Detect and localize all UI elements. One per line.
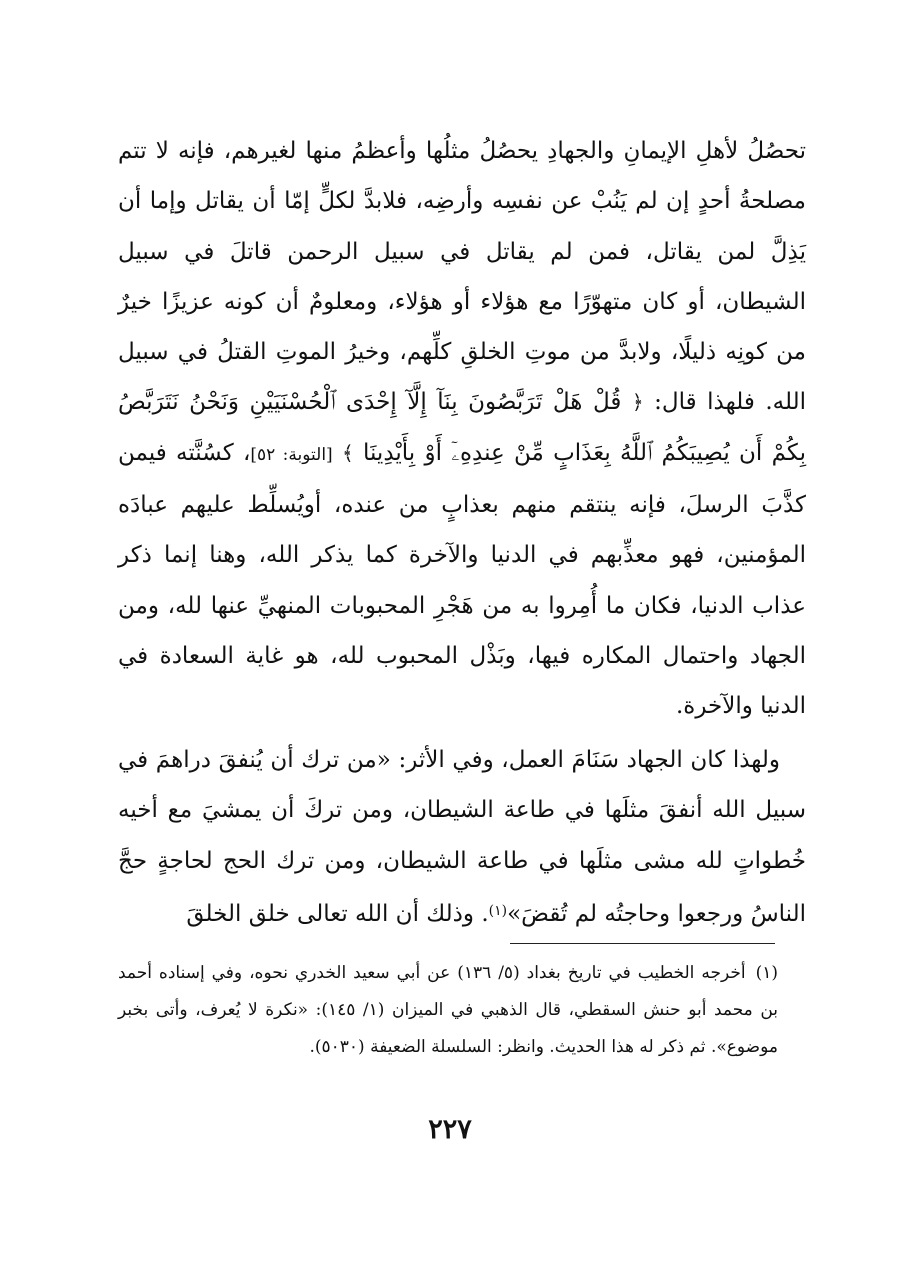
footnote-marker[interactable]: (١) [488,902,508,919]
page-number: ٢٢٧ [428,1114,472,1145]
paragraph-1-text-a: تحصُلُ لأهلِ الإيمانِ والجهادِ يحصُلُ مثلُها وأعظمُ منها لغيرهم، فإنه لا تتم مصلحةُ أحدٍ إن لم يَنُبْ عن نفسِه وأرضِه، فلابدَّ لكلٍّ إمّا أن يقاتل وإما أن يَذِلَّ لمن يقاتل، فمن لم يقاتل في سبيل الرحمن قاتلَ في سبيل الشيطان، أو كان متهوّرًا مع هؤلاء أو هؤلاء، ومعلومٌ أن كونه عزيزًا خيرٌ من كونِه ذليلًا، ولابدَّ من موتِ الخلقِ كلِّهم، وخيرُ الموتِ القتلُ في سبيل الله. فلهذا قال: [118,138,806,416]
paragraph-2 [118,735,806,939]
paragraph-1-text-b: ، كسُنَّته فيمن كذَّبَ الرسلَ، فإنه ينتقم منهم بعذابٍ من عنده، أويُسلِّط عليهم عبادَه المؤمنين، فهو معذِّبهم في الدنيا والآخرة كما يذكر الله، وهنا إنما ذكر عذاب الدنيا، فكان ما أُمِروا به من هَجْرِ المحبوبات المنهيِّ عنها لله، ومن الجهاد واحتمال المكاره فيها، وبَذْل المحبوب لله، هو غاية السعادة في الدنيا والآخرة. [118,439,806,720]
paragraph-2-text-a: ولهذا كان الجهاد سَنَامَ العمل، وفي الأثر: «من ترك أن يُنفقَ دراهمَ في سبيل الله أنفقَ مثلَها في طاعة الشيطان، ومن تركَ أن يمشيَ مع أخيه خُطواتٍ لله مشى مثلَها في طاعة الشيطان، ومن ترك الحج لحاجةٍ حجَّ الناسُ ورجعوا وحاجتُه لم تُقضَ» [118,747,806,927]
quran-open-ornament: ﴿ [631,390,644,415]
footnote-text: أخرجه الخطيب في تاريخ بغداد (٥/ ١٣٦) عن أبي سعيد الخدري نحوه، وفي إسناده أحمد بن محمد أبو حنش السقطي، قال الذهبي في الميزان (١/ ١٤٥): «نكرة لا يُعرف، وأتى بخبر موضوع». ثم ذكر له هذا الحديث. وانظر: السلسلة الضعيفة (٥٠٣٠). [118,963,778,1057]
footnote [118,955,778,1066]
surah-reference: [التوبة: ٥٢] [250,444,333,465]
quran-close-ornament: ﴾ [341,440,354,465]
footnote-divider [510,943,775,944]
footnote-number: (١) [755,963,778,983]
paragraph-1 [118,126,806,732]
quran-verse: قُلْ هَلْ تَرَبَّصُونَ بِنَآ إِلَّآ إِحْدَى ٱلْحُسْنَيَيْنِ وَنَحْنُ نَتَرَبَّصُ بِكُمْ أَن يُصِيبَكُمُ ٱللَّهُ بِعَذَابٍ مِّنْ عِندِهِۦٓ أَوْ بِأَيْدِينَا [118,389,806,466]
paragraph-2-text-b: . وذلك أن الله تعالى خلق الخلقَ [186,900,489,927]
